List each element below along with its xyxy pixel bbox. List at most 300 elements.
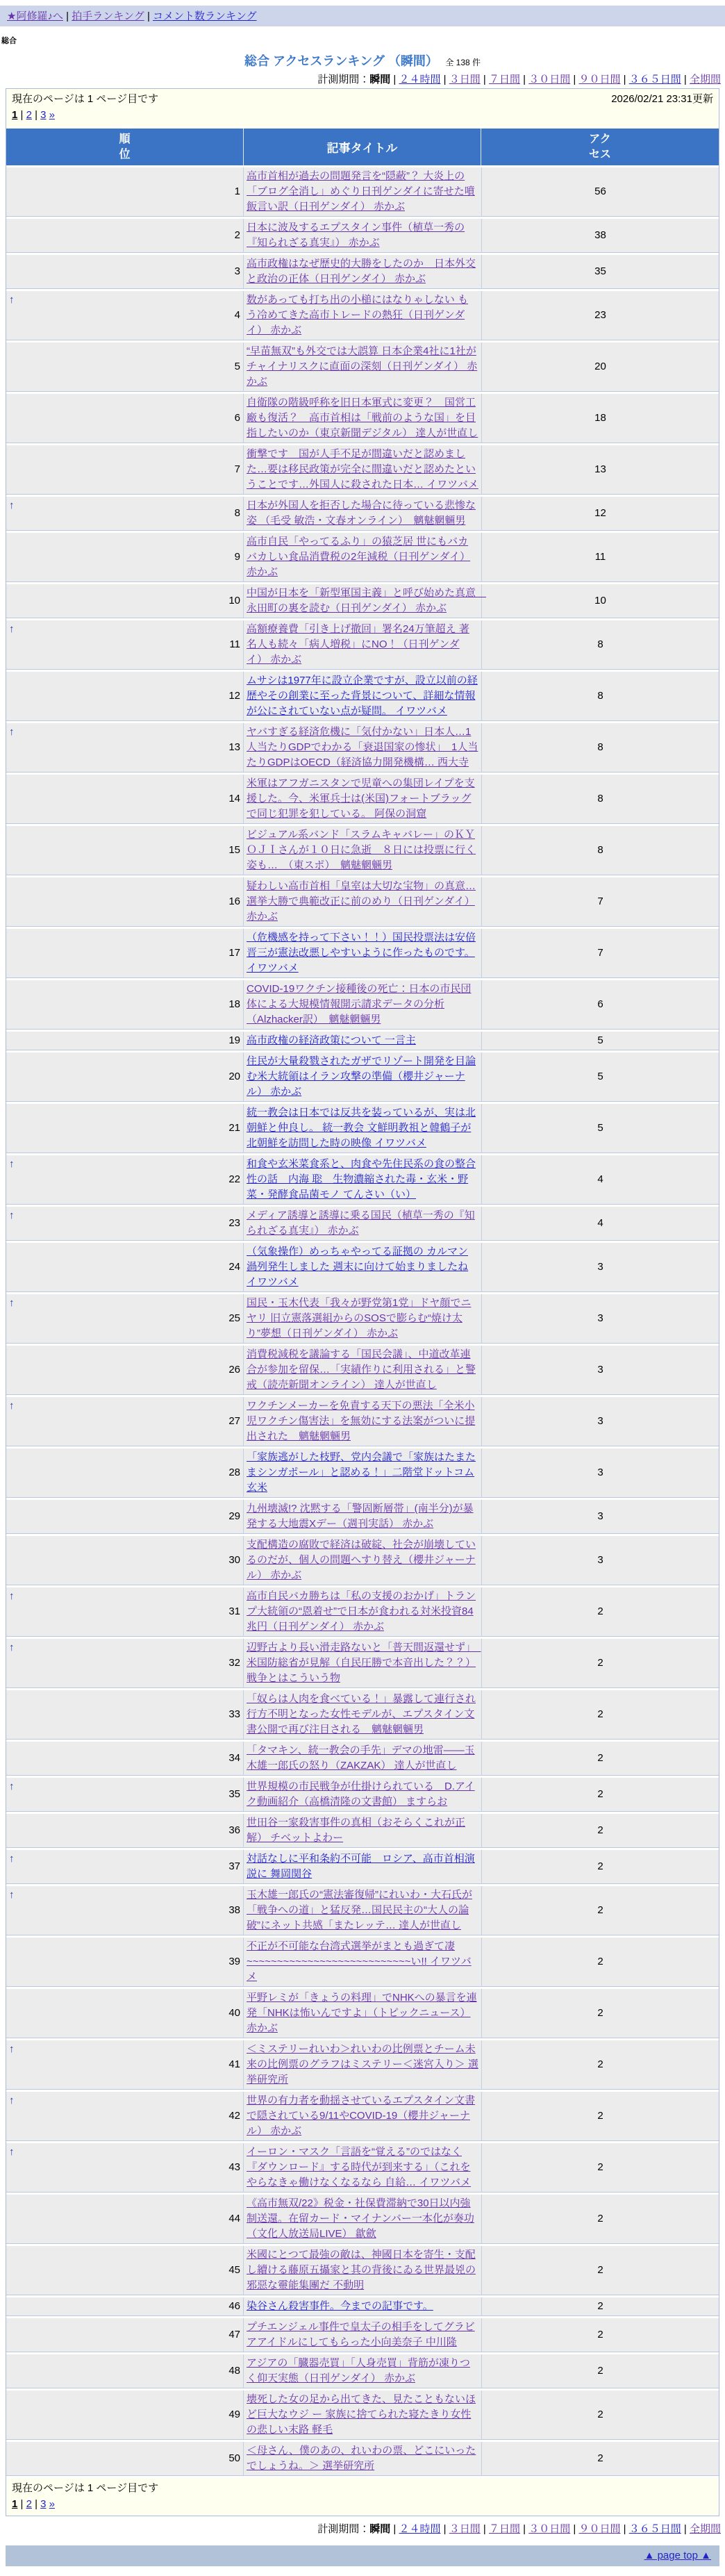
article-link[interactable]: 住民が大量殺戮されたガザでリゾート開発を目論む米大統領はイラン攻撃の準備（櫻井ジャーナル） 赤かぶ [247,1055,476,1098]
separator: | [390,2523,399,2536]
article-link[interactable]: 高市政権の経済政策について 一言主 [247,1034,416,1047]
title-cell [244,497,481,531]
current-page-text: 現在のページは 1 ページ目です [12,93,159,105]
rank-number: 3 [234,265,240,278]
access-count: 2 [481,1886,719,1935]
table-row [6,2195,719,2244]
ranking-table [6,126,719,2478]
table-row [6,672,719,721]
title-cell [244,826,481,875]
article-link[interactable]: 世界の有力者を動揺させているエプスタイン文書で隠されている9/11やCOVID-19（櫻井ジャーナル） 赤かぶ [247,2095,476,2138]
article-link[interactable]: 疑わしい高市首相「皇室は大切な宝物」の真意…選挙大勝で典範改正に前のめり（日刊ゲンダイ） 赤かぶ [247,880,476,923]
access-count: 2 [481,1814,719,1848]
table-row [6,1397,719,1446]
rank-cell [6,980,244,1030]
access-count: 2 [481,2246,719,2295]
article-link[interactable]: ワクチンメーカーを免責する天下の悪法「全米小児ワクチン傷害法」を無効にする法案がついに提出された 魑魅魍魎男 [247,1400,476,1443]
access-count: 2 [481,2195,719,2244]
period-link[interactable]: ９０日間 [578,74,621,85]
article-link[interactable]: 「タマキン、統一教会の手先」デマの地雷――玉木雄一郎氏の怒り（ZAKZAK） 達人が世直し [247,1744,475,1772]
article-link[interactable]: 衝撃です 国が人手不足が間違いだと認めました…要は移民政策が完全に間違いだと認めたということです…外国人に殺された日本… イワツバメ [247,448,478,491]
rank-cell [6,1639,244,1688]
ranking-box [6,88,719,2516]
up-arrow-icon: ↑ [9,1642,15,1654]
article-link[interactable]: ヤバすぎる経済危機に「気付かない」日本人…1人当たりGDPでわかる「衰退国家の惨状」 1人当たりGDPはOECD（経済協力開発機構… 西大寺 [247,726,478,769]
rank-number: 28 [228,1467,240,1479]
title-cell [244,1346,481,1395]
period-link[interactable]: ９０日間 [578,2523,621,2536]
table-row [6,1448,719,1498]
period-link[interactable]: ３０日間 [528,74,571,85]
page-link[interactable]: 2 [26,109,32,121]
title-cell [244,1104,481,1153]
title-cell [244,1207,481,1241]
rank-cell [6,1346,244,1395]
article-link[interactable]: 数があっても打ち出の小槌にはなりゃしない もう冷めてきた高市トレードの熱狂（日刊ゲンダイ） 赤かぶ [247,294,469,337]
period-selector-bottom [0,2519,725,2537]
access-header: アクセス [481,129,719,165]
title-cell [244,1814,481,1848]
table-row [6,1052,719,1102]
period-link[interactable]: ７日間 [488,74,520,85]
rank-cell [6,1814,244,1848]
article-link[interactable]: “早苗無双”も外交では大誤算 日本企業4社に1社がチャイナリスクに直面の深刻（日刊ゲンダイ） 赤かぶ [247,345,478,388]
home-link[interactable]: ★阿修羅♪へ [7,10,63,22]
article-link[interactable]: 不正が不可能な台湾式選挙がまとも過ぎて凄~~~~~~~~~~~~~~~~~~~~~~~~~~~い!! イワツバメ [247,1940,472,1983]
rank-number: 39 [228,1956,240,1968]
rank-cell [6,723,244,773]
title-cell [244,342,481,392]
rank-cell [6,1742,244,1776]
category-label: 総合 [1,37,17,45]
table-row [6,2318,719,2352]
title-cell [244,533,481,582]
rank-number: 29 [228,1510,240,1523]
access-count: 2 [481,2442,719,2476]
table-row [6,533,719,582]
rank-cell [6,672,244,721]
title-cell [244,1536,481,1585]
title-cell [244,2391,481,2440]
table-row [6,2246,719,2295]
table-row [6,2143,719,2193]
title-cell [244,1294,481,1344]
title-cell [244,1587,481,1637]
access-count: 3 [481,1243,719,1292]
up-arrow-icon: ↑ [9,1889,15,1901]
table-row [6,620,719,670]
title-cell [244,723,481,773]
article-link[interactable]: 「奴らは人肉を食べている！」暴露して連行され行方不明となった女性モデルが、エプスタイン文書公開で再び注目される 魑魅魍魎男 [247,1693,476,1736]
title-cell [244,167,481,217]
next-page-link[interactable]: » [49,2498,56,2511]
page-link[interactable]: 3 [40,109,47,121]
article-link[interactable]: ビジュアル系バンド「スラムキャバレー」のＫＹＯＪＩさんが１０日に急逝 ８日には投票に行く姿も… （東スポ） 魑魅魍魎男 [247,829,476,872]
title-cell [244,1742,481,1776]
article-link[interactable]: COVID-19ワクチン接種後の死亡：日本の市民団体による大規模情報開示請求データの分析 （Alzhacker訳） 魑魅魍魎男 [247,983,472,1026]
article-link[interactable]: 高市首相が過去の問題発言を“隠蔽”？ 大炎上の「ブログ全消し」めぐり日刊ゲンダイに寄せた噴飯言い訳（日刊ゲンダイ） 赤かぶ [247,170,475,213]
article-link[interactable]: 世界規模の市民戦争が仕掛けられている D.アイク動画紹介（高橋清隆の文書館） ますらお [247,1781,475,1808]
separator: | [147,10,150,22]
title-cell [244,2246,481,2295]
access-count: 8 [481,826,719,875]
period-selector-top [0,69,725,88]
access-count: 56 [481,167,719,217]
rank-cell [6,1690,244,1740]
rank-cell [6,1850,244,1884]
rank-cell [6,2318,244,2352]
period-link[interactable]: ３６５日間 [628,2523,681,2536]
access-count: 3 [481,1294,719,1344]
current-page-number: 1 [12,109,18,121]
table-row [6,291,719,340]
rank-number: 27 [228,1415,240,1428]
rank-number: 2 [234,229,240,242]
access-count: 2 [481,1938,719,1987]
rank-cell [6,497,244,531]
page-title-row [0,51,725,69]
rank-number: 32 [228,1657,240,1669]
article-link[interactable]: 対話なしに平和条約不可能 ロシア、高市首相演説に 舞岡関谷 [247,1853,475,1881]
page-link[interactable]: 3 [40,2498,47,2511]
title-cell [244,1032,481,1050]
article-link[interactable]: 高額療養費「引き上げ撤回」署名24万筆超え 著名人も続々「病人増税」にNO！（日刊ゲンダイ） 赤かぶ [247,623,469,666]
pagination-top [12,106,713,125]
period-link[interactable]: ３日間 [449,74,481,85]
rank-number: 38 [228,1904,240,1917]
title-cell [244,2092,481,2141]
rank-number: 13 [228,741,240,754]
separator: | [570,2523,579,2536]
title-cell [244,1052,481,1102]
next-page-link[interactable]: » [49,109,56,121]
separator: | [66,10,69,22]
table-row [6,1500,719,1534]
title-cell [244,877,481,927]
access-count: 4 [481,1155,719,1205]
rank-cell [6,1207,244,1241]
title-cell [244,2442,481,2476]
access-count: 2 [481,1587,719,1637]
article-link[interactable]: 世田谷一家殺害事件の真相（おそらくこれが正解） チベットよわー [247,1817,466,1844]
table-row [6,1032,719,1050]
access-count: 2 [481,2092,719,2141]
rank-cell [6,1104,244,1153]
title-cell [244,620,481,670]
access-count: 2 [481,1850,719,1884]
table-row [6,775,719,824]
rank-number: 10 [228,595,240,607]
rank-cell [6,255,244,289]
access-count: 6 [481,980,719,1030]
article-link[interactable]: 自衛隊の階級呼称を旧日本軍式に変更？ 国営工廠も復活？ 高市首相は「戦前のような国」を目指したいのか（東京新聞デジタル） 達人が世直し [247,397,478,440]
table-row [6,2391,719,2440]
rank-number: 49 [228,2409,240,2421]
rank-cell [6,826,244,875]
article-link[interactable]: 辺野古より長い滑走路ないと「普天間返還せず」 米国防総省が見解（自民圧勝で本音出した？？） 戦争とはこういう物 [247,1642,481,1685]
rank-cell [6,1155,244,1205]
page-link[interactable]: 2 [26,2498,32,2511]
rank-cell [6,1243,244,1292]
rank-number: 11 [229,638,240,651]
rank-number: 24 [228,1261,240,1273]
access-count: 5 [481,1032,719,1050]
rank-cell [6,394,244,443]
separator: | [620,2523,629,2536]
article-link[interactable]: ＜ミステリーれいわ＞れいわの比例票とチーム未来の比例票のグラフはミステリー＜迷宮入り＞ 選挙研究所 [247,2043,478,2086]
title-cell [244,929,481,978]
rank-cell [6,1052,244,1102]
up-arrow-icon: ↑ [9,1158,15,1171]
rank-number: 7 [234,463,240,476]
period-link[interactable]: ３６５日間 [628,74,681,85]
rank-cell [6,1886,244,1935]
title-cell [244,2318,481,2352]
article-link[interactable]: 米國にとつて最強の敵は、神國日本を寄生・支配し續ける藤原五攝家と其の背後にゐる世界最兇の邪惡な靈能集團だ 不動明 [247,2249,476,2292]
access-count: 7 [481,929,719,978]
article-link[interactable]: （気象操作）めっちゃやってる証拠の カルマン渦列発生しました 週末に向けて始まりましたね イワツバメ [247,1246,469,1289]
access-count: 35 [481,255,719,289]
article-link[interactable]: 日本が外国人を拒否した場合に待っている悲惨な姿 （毛受 敏浩・文春オンライン） 魑魅魍魎男 [247,499,476,527]
title-cell [244,1639,481,1688]
title-cell [244,1690,481,1740]
rank-number: 41 [228,2058,240,2071]
title-cell [244,1448,481,1498]
article-link[interactable]: 米軍はアフガニスタンで児童への集団レイプを支援した。今、米軍兵士は(米国)フォートブラッグで同じ犯罪を犯している。 阿保の洞窟 [247,777,475,820]
rank-cell [6,1587,244,1637]
page [0,6,725,2566]
pagination-strip-bottom [6,2478,719,2516]
article-link[interactable]: 高市自民「やってるふり」の猿芝居 世にもバカバカしい食品消費税の2年減税（日刊ゲンダイ） 赤かぶ [247,536,471,579]
rank-cell [6,775,244,824]
access-count: 3 [481,1397,719,1446]
rank-cell [6,219,244,253]
period-current: 瞬間 [369,74,391,85]
title-cell [244,255,481,289]
table-row [6,1989,719,2038]
rank-number: 17 [228,947,240,959]
rank-cell [6,584,244,618]
article-link[interactable]: 消費税減税を議論する「国民会議」、中道改革連合が参加を留保…「実績作りに利用される」と警戒（読売新聞オンライン） 達人が世直し [247,1348,476,1392]
title-cell [244,1850,481,1884]
period-link[interactable]: ２４時間 [399,2523,441,2536]
comment-ranking-link[interactable]: コメント数ランキング [153,10,257,22]
table-row [6,980,719,1030]
access-count: 38 [481,219,719,253]
title-header: 記事タイトル [244,129,481,165]
rank-cell [6,342,244,392]
up-arrow-icon: ↑ [9,499,15,512]
table-row [6,1346,719,1395]
article-link[interactable]: 和食や玄米菜食系と、肉食や先住民系の食の整合性の話 内海 聡 生物濃縮された毒・玄米・野菜・発酵食品菌モノ てんさい（い） [247,1158,476,1201]
access-count: 8 [481,775,719,824]
separator: | [681,2523,690,2536]
table-row [6,1778,719,1812]
article-link[interactable]: 統一教会は日本では反共を装っているが、実は北朝鮮と仲良し。 統一教会 文鮮明教祖と韓鶴子が北朝鮮を訪問した時の映像 イワツバメ [247,1107,476,1150]
rank-number: 46 [228,2300,240,2313]
rank-cell [6,2354,244,2388]
article-link[interactable]: イーロン・マスク「言語を“覚える”のではなく『ダウンロード』する時代が到来する」（これをやらなきゃ働けなくなるなら 自給… イワツバメ [247,2146,472,2189]
access-count: 2 [481,2297,719,2316]
separator: | [480,74,489,85]
title-cell [244,1500,481,1534]
article-link[interactable]: 高市自民バカ勝ちは「私の支援のおかげ」トランプ大統領の“恩着せ”で日本が食われる対米投資84兆円（日刊ゲンダイ） 赤かぶ [247,1590,476,1633]
access-count: 4 [481,1207,719,1241]
table-row [6,2442,719,2476]
rank-cell [6,2143,244,2193]
up-arrow-icon: ↑ [9,2146,15,2158]
table-row [6,1155,719,1205]
page-top-bar [6,2545,719,2566]
rank-number: 9 [234,551,240,563]
table-row [6,1886,719,1935]
rank-cell [6,2297,244,2316]
article-link[interactable]: （危機感を持って下さい！！）国民投票法は安倍晋三が憲法改悪しやすいように作ったものです。 イワツバメ [247,932,476,975]
rank-cell [6,533,244,582]
rank-cell [6,2195,244,2244]
separator: | [480,2523,489,2536]
article-link[interactable]: 高市政権はなぜ歴史的大勝をしたのか 日本外交と政治の正体（日刊ゲンダイ） 赤かぶ [247,258,476,286]
table-row [6,394,719,443]
rank-number: 40 [228,2007,240,2020]
separator: | [620,74,629,85]
up-arrow-icon: ↑ [9,1781,15,1793]
period-current: 瞬間 [369,2523,391,2536]
access-count: 13 [481,445,719,495]
access-count: 3 [481,1448,719,1498]
article-link[interactable]: アジアの「臓器売買」「人身売買」背筋が凍りつく仰天実態（日刊ゲンダイ） 赤かぶ [247,2357,470,2385]
rank-number: 6 [234,412,240,424]
period-link[interactable]: ７日間 [488,2523,520,2536]
rank-number: 4 [234,309,240,322]
table-row [6,497,719,531]
table-row [6,877,719,927]
title-cell [244,1989,481,2038]
access-count: 3 [481,1346,719,1395]
article-link[interactable]: 「家族逃がした枝野、党内会議で「家族はたまたまシンガポール」と認める！」二階堂ドットコム 玄米 [247,1451,476,1494]
title-cell [244,1938,481,1987]
rank-number: 22 [228,1173,240,1186]
article-link[interactable]: 平野レミが「きょうの料理」でNHKへの暴言を連発「NHKは怖いんですよ」（トピックニュース） 赤かぶ [247,1992,477,2035]
article-link[interactable]: 九州壊滅!? 沈黙する「警固断層帯」(南半分)が暴発する大地震Xデー（週刊実話） 赤かぶ [247,1503,474,1530]
table-row [6,445,719,495]
separator: | [31,109,41,121]
up-arrow-icon: ↑ [9,1209,15,1222]
rank-number: 44 [228,2213,240,2225]
table-row [6,1104,719,1153]
title-cell [244,2297,481,2316]
rank-cell [6,1448,244,1498]
title-cell [244,394,481,443]
rank-number: 33 [228,1708,240,1721]
current-page-text: 現在のページは 1 ページ目です [12,2482,159,2495]
separator: | [520,2523,529,2536]
title-cell [244,1155,481,1205]
access-count: 2 [481,1778,719,1812]
access-count: 2 [481,1639,719,1688]
access-count: 2 [481,2354,719,2388]
access-count: 2 [481,1690,719,1740]
table-row [6,1850,719,1884]
period-link[interactable]: ３０日間 [528,2523,571,2536]
table-row [6,1536,719,1585]
page-top-link[interactable]: ▲ page top ▲ [644,2550,711,2562]
table-row [6,167,719,217]
title-cell [244,2040,481,2090]
rank-number: 23 [228,1217,240,1230]
article-link[interactable]: 中国が日本を「新型軍国主義」と呼び始めた真意 永田町の裏を読む（日刊ゲンダイ） 赤かぶ [247,587,487,615]
page-title: 総合 アクセスランキング （瞬間） [244,54,438,68]
table-row [6,1742,719,1776]
rank-number: 14 [228,793,240,805]
table-row [6,584,719,618]
access-count: 2 [481,1742,719,1776]
article-link[interactable]: 玉木雄一郎氏の“憲法審復帰”にれいわ・大石氏が「戦争への道」と猛反発…国民民主の“大人の論破”にネット共感「またレッテ… 達人が世直し [247,1889,472,1932]
up-arrow-icon: ↑ [9,1590,15,1603]
table-row [6,2297,719,2316]
separator: | [570,74,579,85]
period-link[interactable]: ３日間 [449,2523,481,2536]
separator: | [390,74,399,85]
article-link[interactable]: 日本に波及するエプスタイン事件（植草一秀の『知られざる真実』） 赤かぶ [247,222,465,249]
article-link[interactable]: プチエンジェル事件で皇太子の相手をしてグラビアアイドルにしてもらった小向美奈子 中川隆 [247,2321,475,2349]
separator: | [681,74,690,85]
up-arrow-icon: ↑ [9,1400,15,1412]
rank-cell [6,2246,244,2295]
period-link[interactable]: 全期間 [689,2523,721,2536]
rank-cell [6,1032,244,1050]
rank-number: 36 [228,1824,240,1837]
rank-number: 1 [234,185,240,198]
rank-number: 30 [228,1554,240,1567]
period-link[interactable]: ２４時間 [399,74,441,85]
clap-ranking-link[interactable]: 拍手ランキング [72,10,144,22]
article-link[interactable]: 壊死した女の足から出てきた、見たこともないほど巨大なウジ ー 家族に捨てられた寝たきり女性の悲しい末路 軽毛 [247,2393,476,2436]
rank-cell [6,2442,244,2476]
article-link[interactable]: 支配構造の腐敗で経済は破綻、社会が崩壊しているのだが、個人の問題へすり替え（櫻井ジャーナル） 赤かぶ [247,1539,476,1582]
rank-number: 42 [228,2110,240,2122]
table-row [6,2354,719,2388]
rank-header: 順位 [6,129,244,165]
article-link[interactable]: メディア誘導と誘導に乗る国民（植草一秀の『知られざる真実』） 赤かぶ [247,1209,475,1237]
rank-number: 37 [228,1860,240,1873]
rank-number: 18 [228,998,240,1011]
table-row [6,1938,719,1987]
up-arrow-icon: ↑ [9,1297,15,1310]
table-row [6,1207,719,1241]
title-cell [244,584,487,618]
article-link[interactable]: ＜母さん、僕のあの、れいわの票、どこにいったでしょうね。＞ 選挙研究所 [247,2445,476,2472]
article-link[interactable]: ムサシは1977年に設立企業ですが、設立以前の経歴やその創業に至った背景について、詳細な情報が公にされていない点が疑問。 イワツバメ [247,675,478,718]
rank-cell [6,167,244,217]
access-count: 5 [481,1052,719,1102]
article-link[interactable]: 《高市無双/22》税金・社保費滞納で30日以内強制送還。在留カード・マイナンバー一本化が奏功（文化人放送局LIVE） 歙歛 [247,2197,474,2240]
table-row [6,929,719,978]
rank-number: 31 [228,1605,240,1618]
table-row [6,1639,719,1688]
access-count: 8 [481,723,719,773]
period-link[interactable]: 全期間 [689,74,721,85]
rank-number: 8 [234,507,240,520]
article-link[interactable]: 染谷さん殺害事件。今までの記事です。 [247,2300,433,2313]
rank-cell [6,1938,244,1987]
access-count: 5 [481,1104,719,1153]
article-link[interactable]: 国民・玉木代表「我々が野党第1党」ドヤ顔でニヤリ 旧立憲落選組からのSOSで膨らむ“焼け太り”夢想（日刊ゲンダイ） 赤かぶ [247,1297,472,1340]
title-cell [244,291,481,340]
title-cell [244,2354,481,2388]
rank-number: 16 [228,895,240,908]
separator: | [17,109,26,121]
